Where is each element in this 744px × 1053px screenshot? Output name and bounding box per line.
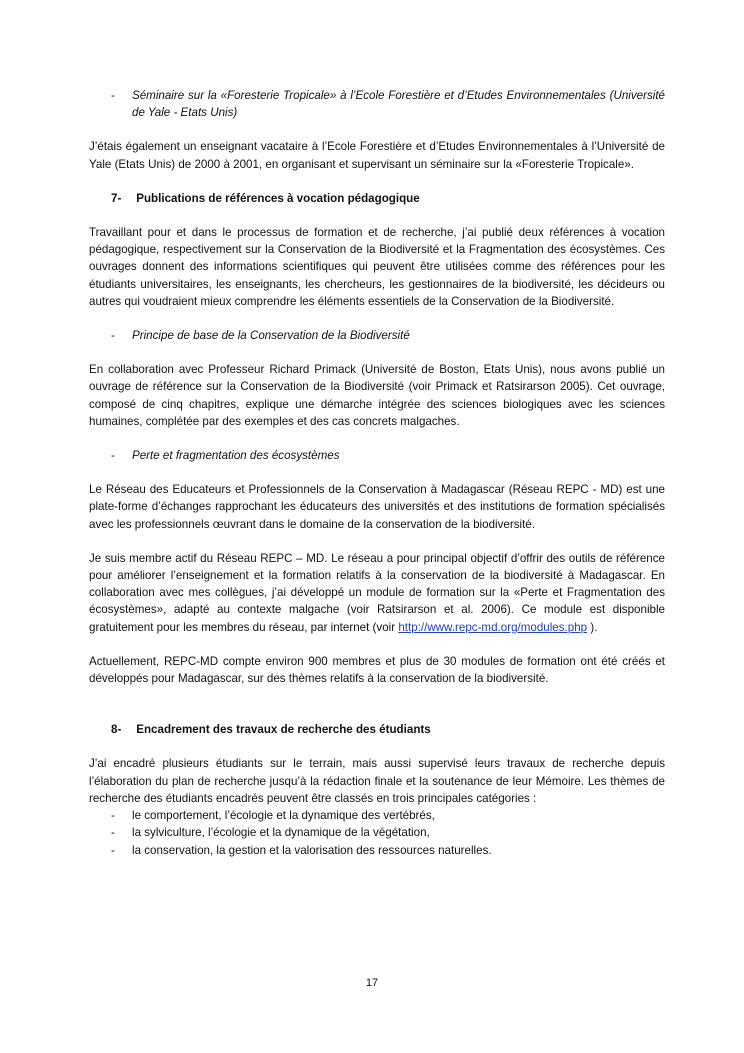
- section-heading-7: [89, 190, 665, 207]
- bullet-perte: [89, 447, 665, 464]
- list-dash: -: [111, 826, 115, 840]
- section-title: Publications de références à vocation pédagogique: [136, 191, 420, 205]
- bullet-dash: -: [111, 449, 115, 463]
- paragraph-actuellement: Actuellement, REPC-MD compte environ 900 membres et plus de 30 modules de formation ont été créés et développés pour Madagascar, sur des thèmes relatifs à la conservation de la biodiversité.: [89, 654, 665, 686]
- paragraph-membre-text: Je suis membre actif du Réseau REPC – MD. Le réseau a pour principal objectif d’offrir des outils de référence pour améliorer l’enseignement et la formation relatifs à la conservation de la biodiversité à Madagascar. En collaboration avec mes collègues, j’ai développé un module de formation sur la «Perte et Fragmentation des écosystèmes», adapté au contexte malgache (voir Ratsirarson et al. 2006). Ce module est disponible gratuitement pour les membres du réseau, par internet (voir: [89, 551, 665, 634]
- paragraph-encadre: J’ai encadré plusieurs étudiants sur le terrain, mais aussi supervisé leurs travaux de recherche depuis l’élaboration du plan de recherche jusqu’à la rédaction finale et la soutenance de leur Mémoire. Les thèmes de recherche des étudiants encadrés peuvent être classés en trois principales catégories :: [89, 757, 665, 805]
- bullet-principe-text: Principe de base de la Conservation de la Biodiversité: [132, 329, 410, 343]
- list-item-text: le comportement, l’écologie et la dynamique des vertébrés,: [132, 809, 435, 823]
- section-number: 8-: [111, 723, 122, 737]
- list-item: [89, 807, 665, 824]
- list-item: [89, 842, 665, 859]
- bullet-seminar: [89, 87, 665, 121]
- paragraph-publications: Travaillant pour et dans le processus de formation et de recherche, j’ai publié deux références à vocation pédagogique, respectivement sur la Conservation de la Biodiversité et la Fragmentation des écosystèmes. Ces ouvrages donnent des informations scientifiques qui peuvent être utilisées comme des références pour les étudiants universitaires, les enseignants, les chercheurs, les gestionnaires de la biodiversité, les décideurs ou autres qui voudraient mieux comprendre les éléments essentiels de la Conservation de la Biodiversité.: [89, 226, 665, 308]
- list-dash: -: [111, 843, 115, 857]
- bullet-dash: -: [111, 329, 115, 343]
- paragraph-membre: [89, 550, 665, 636]
- page-number: 17: [365, 977, 379, 989]
- paragraph-primack: En collaboration avec Professeur Richard Primack (Université de Boston, Etats Unis), nous avons publié un ouvrage de référence sur la Conservation de la Biodiversité (voir Primack et Ratsirarson 2005). Cet ouvrage, composé de cinq chapitres, explique une démarche intégrée des sciences biologiques avec les sciences humaines, complétée par des exemples et des cas concrets malgaches.: [89, 363, 665, 428]
- section-number: 7-: [111, 191, 122, 205]
- bullet-principe: [89, 327, 665, 344]
- bullet-dash: -: [111, 89, 115, 102]
- repc-modules-link[interactable]: http://www.repc-md.org/modules.php: [398, 620, 588, 634]
- bullet-perte-text: Perte et fragmentation des écosystèmes: [132, 449, 340, 463]
- section-heading-8: [89, 721, 665, 738]
- paragraph-membre-end: ).: [587, 620, 598, 634]
- list-dash: -: [111, 809, 115, 823]
- section-title: Encadrement des travaux de recherche des étudiants: [136, 723, 431, 737]
- page-content: [89, 87, 665, 859]
- paragraph-yale: J’étais également un enseignant vacataire à l’Ecole Forestière et d’Etudes Environnementales à l’Université de Yale (Etats Unis) de 2000 à 2001, en organisant et supervisant un séminaire sur la «Foresterie Tropicale».: [89, 140, 665, 171]
- list-item-text: la conservation, la gestion et la valorisation des ressources naturelles.: [132, 843, 492, 857]
- list-item-text: la sylviculture, l’écologie et la dynamique de la végétation,: [132, 826, 430, 840]
- list-item: [89, 824, 665, 841]
- bullet-seminar-text: Séminaire sur la «Foresterie Tropicale» à l’Ecole Forestière et d’Etudes Environnementales (Université de Yale - Etats Unis): [132, 89, 665, 120]
- paragraph-repc: Le Réseau des Educateurs et Professionnels de la Conservation à Madagascar (Réseau REPC - MD) est une plate-forme d’échanges rapprochant les éducateurs des universités et des institutions de formation spécialisés avec les professionnels œuvrant dans le domaine de la conservation de la biodiversité.: [89, 483, 665, 531]
